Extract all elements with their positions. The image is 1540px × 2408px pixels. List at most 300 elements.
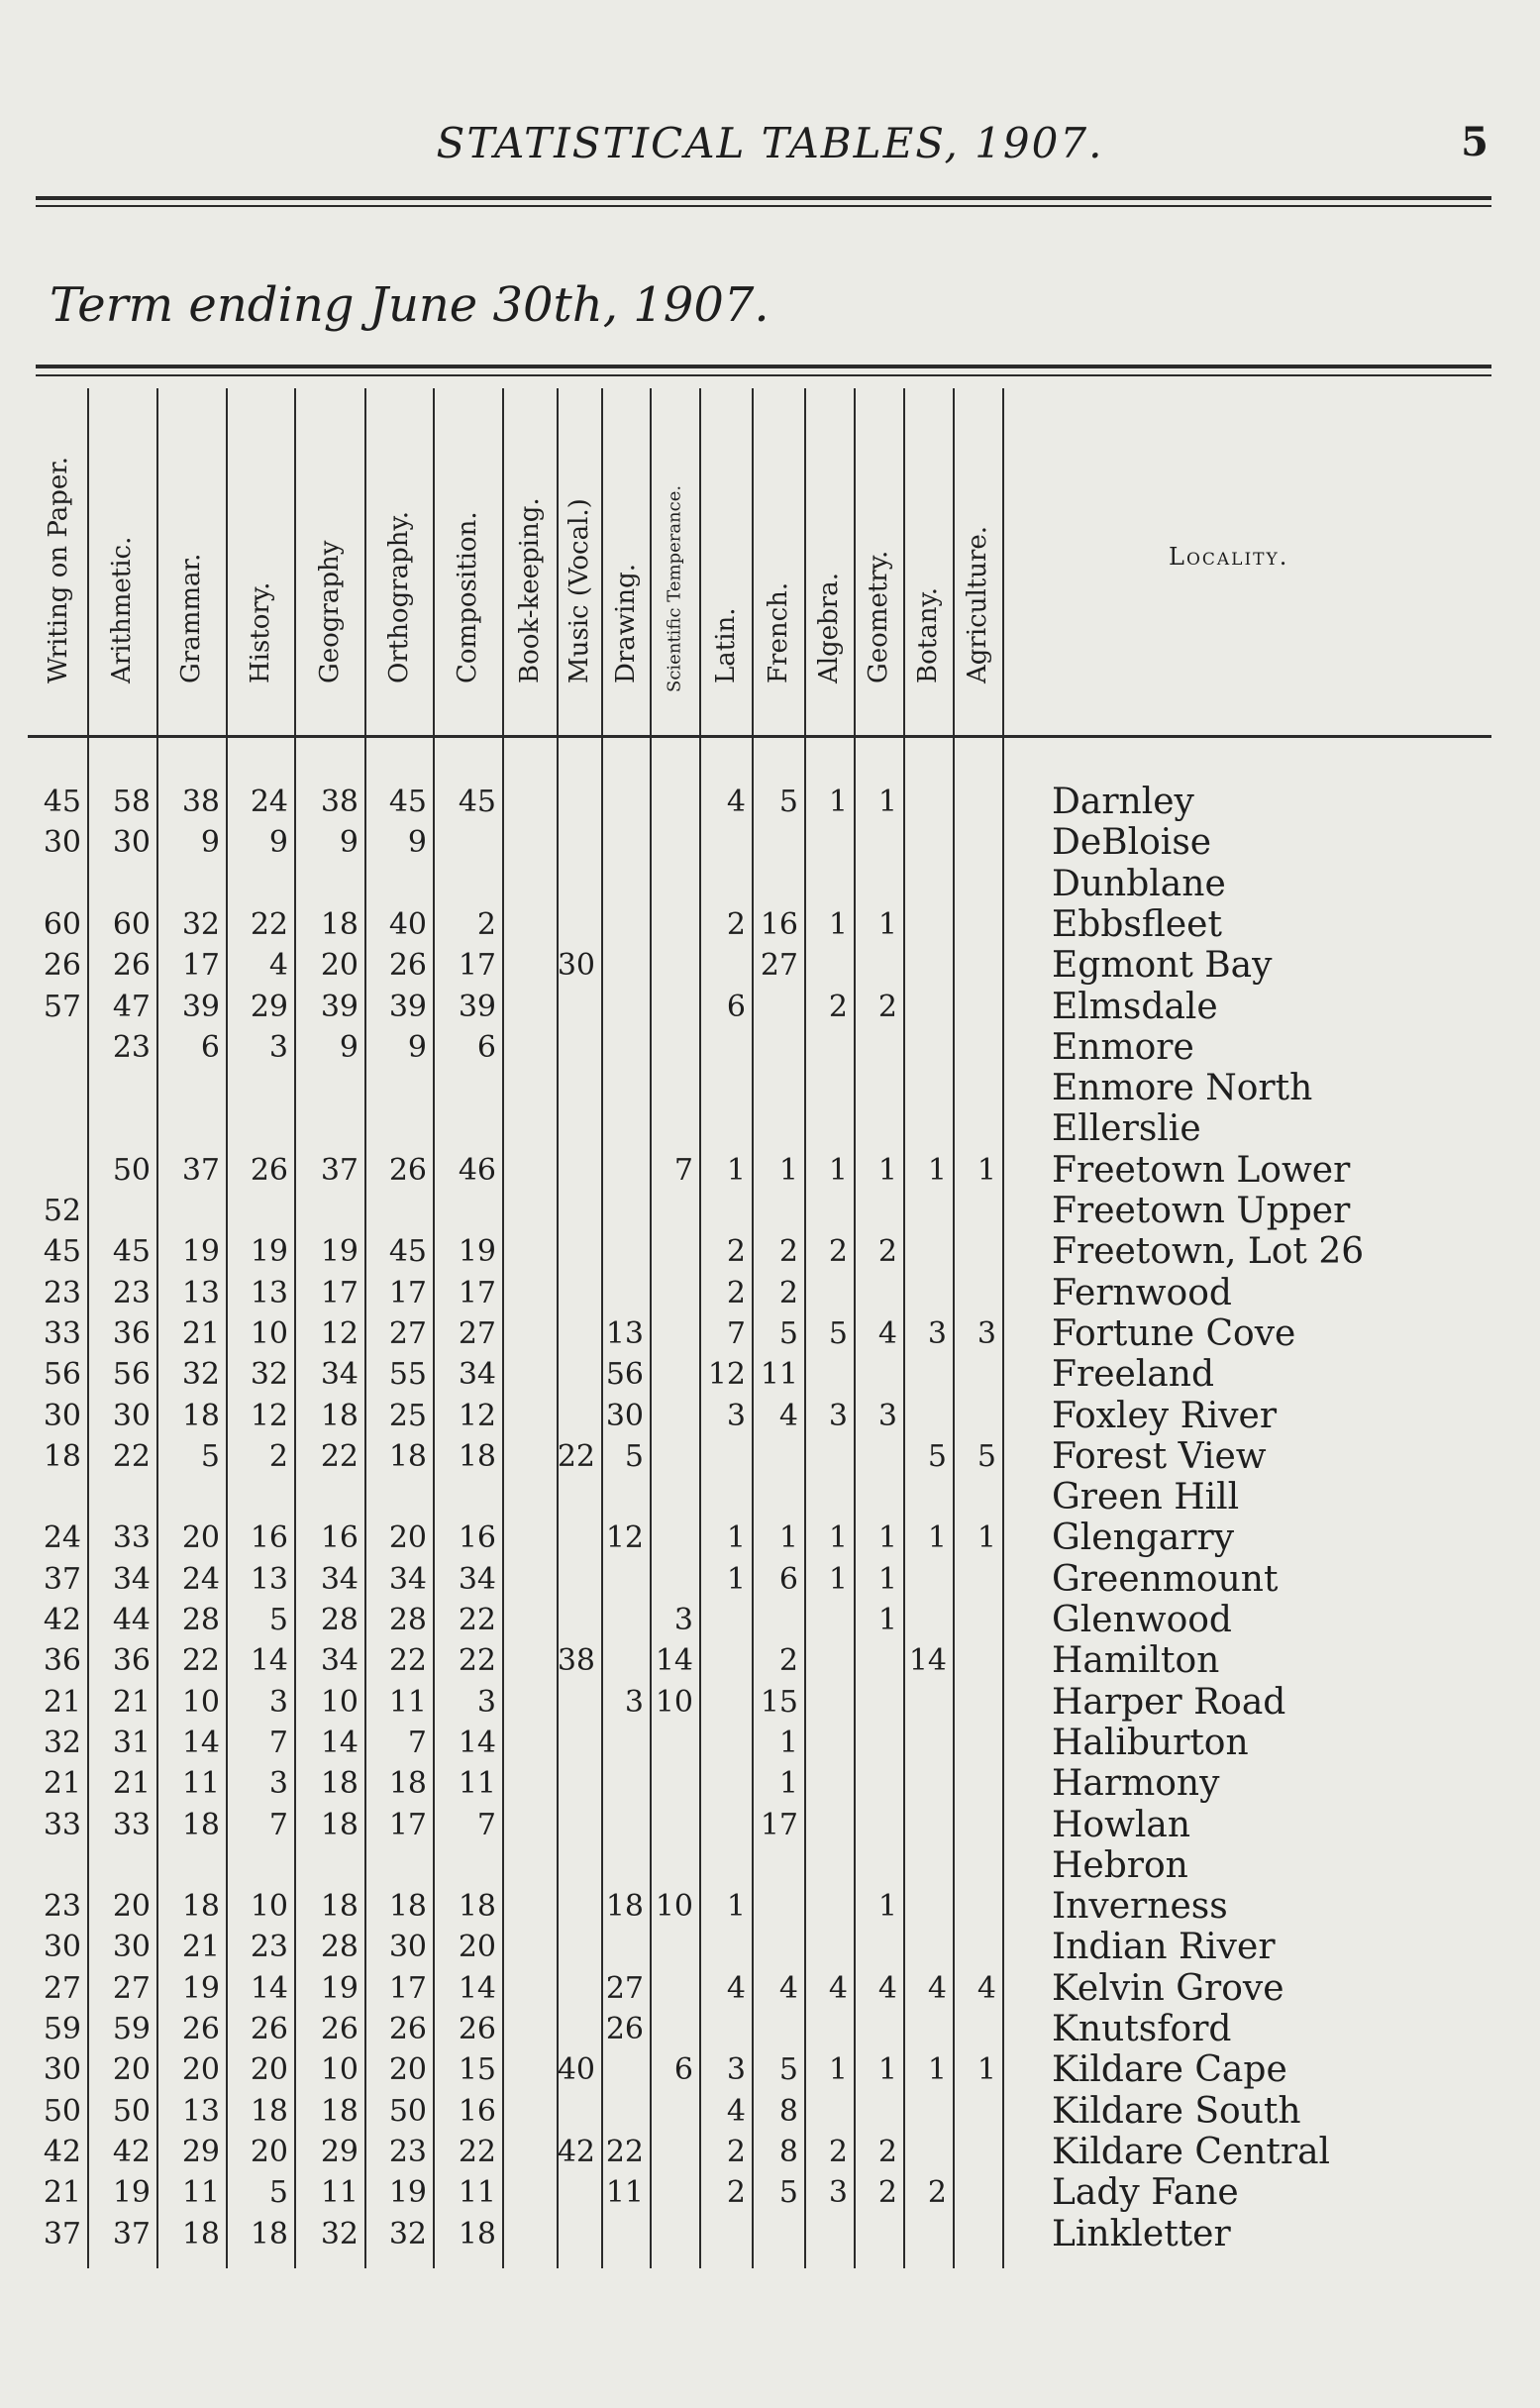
column-header — [502, 381, 557, 713]
table-cell: 17 — [458, 1275, 496, 1310]
table-cell: 8 — [778, 2134, 798, 2169]
locality-name: Kelvin Grove — [1052, 1967, 1284, 2009]
table-cell: 19 — [320, 1234, 359, 1270]
locality-name: Green Hill — [1052, 1477, 1240, 1518]
table-cell: 18 — [43, 1438, 81, 1474]
table-cell: 17 — [181, 948, 220, 984]
table-cell: 2 — [726, 2175, 746, 2211]
table-cell: 26 — [181, 2012, 220, 2046]
table-cell: 16 — [320, 1520, 359, 1556]
table-cell: 37 — [43, 2216, 81, 2251]
table-cell: 16 — [760, 906, 798, 942]
table-cell: 50 — [43, 2093, 81, 2129]
table-cell: 4 — [778, 1398, 798, 1433]
table-cell — [634, 1274, 693, 1313]
table-cell: 3 — [673, 1603, 693, 1637]
table-cell — [22, 1109, 81, 1149]
table-cell: 33 — [43, 1807, 81, 1842]
table-cell — [299, 1192, 359, 1231]
table-cell: 3 — [268, 1684, 288, 1720]
table-cell: 13 — [181, 2093, 220, 2129]
table-cell: 27 — [43, 1970, 81, 2006]
table-cell: 1 — [877, 1520, 897, 1556]
table-cell: 3 — [726, 1398, 746, 1433]
table-cell: 27 — [388, 1315, 427, 1351]
table-cell: 26 — [458, 2012, 496, 2046]
table-cell — [937, 2173, 996, 2213]
table-cell: 9 — [407, 1029, 427, 1065]
table-cell: 52 — [43, 1194, 81, 1228]
table-cell — [634, 2010, 693, 2049]
table-cell: 11 — [458, 2175, 496, 2211]
table-cell: 29 — [181, 2134, 220, 2169]
table-cell — [686, 865, 746, 904]
table-cell — [686, 2010, 746, 2049]
table-cell: 59 — [112, 2012, 151, 2046]
table-cell — [160, 1109, 220, 1149]
table-cell: 5 — [927, 1438, 947, 1474]
table-cell — [634, 2173, 693, 2213]
table-cell: 26 — [112, 948, 151, 984]
table-cell: 3 — [476, 1684, 496, 1720]
column-header-label: Music (Vocal.) — [564, 498, 594, 683]
table-cell — [634, 1560, 693, 1600]
table-cell: 5 — [778, 785, 798, 819]
locality-name: Fortune Cove — [1052, 1312, 1296, 1354]
column-header — [226, 381, 294, 713]
table-cell — [937, 1355, 996, 1395]
table-cell: 2 — [778, 1275, 798, 1310]
table-cell: 1 — [976, 1520, 996, 1556]
table-cell: 5 — [828, 1315, 848, 1351]
table-cell: 18 — [388, 1889, 427, 1925]
table-cell: 19 — [388, 2175, 427, 2211]
table-cell: 9 — [339, 1029, 359, 1065]
table-cell: 16 — [458, 2093, 496, 2129]
locality-name: Indian River — [1052, 1927, 1276, 1968]
table-cell — [437, 1069, 496, 1108]
table-cell: 22 — [557, 1438, 595, 1474]
table-cell — [937, 2010, 996, 2049]
table-cell — [160, 1478, 220, 1518]
table-cell: 22 — [181, 1643, 220, 1679]
table-cell — [91, 1192, 151, 1231]
table-cell — [634, 1764, 693, 1804]
table-cell: 1 — [726, 1889, 746, 1925]
table-cell — [937, 1028, 996, 1068]
table-cell: 17 — [320, 1275, 359, 1310]
table-cell — [634, 946, 693, 986]
table-cell: 19 — [181, 1234, 220, 1270]
table-cell: 1 — [828, 1561, 848, 1597]
term-title: Term ending June 30th, 1907. — [50, 277, 770, 333]
table-cell — [22, 1478, 81, 1518]
table-cell: 33 — [112, 1807, 151, 1842]
table-cell: 1 — [828, 1152, 848, 1188]
table-cell: 20 — [250, 2134, 288, 2169]
column-header — [87, 381, 156, 713]
table-cell: 23 — [43, 1889, 81, 1925]
table-cell: 15 — [760, 1684, 798, 1720]
table-cell — [634, 2215, 693, 2254]
table-cell — [937, 1232, 996, 1272]
locality-name: Dunblane — [1052, 863, 1226, 904]
column-header — [650, 381, 699, 713]
table-cell: 18 — [181, 2216, 220, 2251]
table-cell: 23 — [250, 1930, 288, 1965]
table-cell — [937, 1764, 996, 1804]
table-cell: 18 — [388, 1766, 427, 1802]
table-cell — [437, 1192, 496, 1231]
table-cell — [686, 1764, 746, 1804]
table-cell: 12 — [707, 1357, 746, 1393]
table-cell: 7 — [726, 1315, 746, 1351]
table-cell: 32 — [250, 1357, 288, 1393]
table-cell: 18 — [605, 1889, 644, 1925]
table-cell: 39 — [388, 989, 427, 1024]
table-cell — [634, 1478, 693, 1518]
table-cell — [299, 1846, 359, 1886]
table-cell: 39 — [181, 989, 220, 1024]
table-cell — [634, 783, 693, 822]
table-cell — [634, 1518, 693, 1558]
table-cell: 36 — [112, 1643, 151, 1679]
table-cell: 24 — [43, 1520, 81, 1556]
table-cell: 50 — [388, 2093, 427, 2129]
table-cell: 10 — [655, 1684, 693, 1720]
table-cell: 2 — [268, 1438, 288, 1474]
table-cell: 10 — [655, 1889, 693, 1925]
table-cell: 26 — [388, 2012, 427, 2046]
table-cell: 1 — [778, 1152, 798, 1188]
table-cell: 6 — [673, 2052, 693, 2088]
column-header-label: Algebra. — [814, 573, 844, 683]
table-cell — [22, 865, 81, 904]
locality-name: Elmsdale — [1052, 986, 1218, 1027]
table-cell: 22 — [458, 1603, 496, 1637]
table-cell: 4 — [976, 1970, 996, 2006]
table-cell — [686, 2215, 746, 2254]
table-cell: 56 — [112, 1357, 151, 1393]
table-cell — [937, 1641, 996, 1681]
table-cell: 19 — [250, 1234, 288, 1270]
table-cell: 1 — [877, 2052, 897, 2088]
table-cell: 22 — [250, 906, 288, 942]
table-cell — [634, 1028, 693, 1068]
table-cell: 17 — [388, 1807, 427, 1842]
table-cell: 1 — [927, 1520, 947, 1556]
table-cell: 20 — [388, 2052, 427, 2088]
table-cell: 16 — [458, 1520, 496, 1556]
table-cell: 18 — [458, 2216, 496, 2251]
table-cell: 9 — [268, 825, 288, 861]
column-header — [294, 381, 364, 713]
table-cell: 14 — [181, 1725, 220, 1760]
table-cell: 21 — [43, 2175, 81, 2211]
table-cell: 11 — [760, 1357, 798, 1393]
table-cell: 21 — [43, 1766, 81, 1802]
table-cell: 5 — [268, 2175, 288, 2211]
table-cell: 1 — [877, 1152, 897, 1188]
table-cell — [634, 1724, 693, 1763]
table-cell: 34 — [388, 1561, 427, 1597]
column-header — [364, 381, 433, 713]
column-header — [804, 381, 854, 713]
table-cell — [686, 1437, 746, 1477]
locality-name: Greenmount — [1052, 1558, 1279, 1600]
table-cell — [299, 1109, 359, 1149]
table-cell: 3 — [877, 1398, 897, 1433]
table-cell: 1 — [877, 1561, 897, 1597]
table-cell: 11 — [458, 1766, 496, 1802]
table-cell: 45 — [458, 785, 496, 819]
table-cell: 1 — [927, 1152, 947, 1188]
table-cell — [91, 1846, 151, 1886]
table-cell — [686, 946, 746, 986]
table-cell: 4 — [726, 1970, 746, 2006]
table-cell: 1 — [828, 2052, 848, 2088]
table-cell — [686, 1601, 746, 1640]
table-cell — [937, 1109, 996, 1149]
column-header-label: Book-keeping. — [514, 497, 545, 683]
table-cell — [634, 1314, 693, 1354]
table-cell — [686, 1683, 746, 1723]
table-cell: 39 — [458, 989, 496, 1024]
table-cell: 25 — [388, 1398, 427, 1433]
table-cell: 10 — [320, 2052, 359, 2088]
column-header — [903, 381, 953, 713]
table-cell — [686, 1109, 746, 1149]
table-cell: 7 — [673, 1152, 693, 1188]
table-cell — [937, 988, 996, 1027]
locality-name: Fernwood — [1052, 1272, 1232, 1313]
table-cell: 42 — [112, 2134, 151, 2169]
table-cell: 18 — [320, 2093, 359, 2129]
table-cell: 14 — [320, 1725, 359, 1760]
locality-name: Kildare Central — [1052, 2131, 1331, 2172]
table-cell: 3 — [726, 2052, 746, 2088]
table-cell — [437, 865, 496, 904]
table-cell: 1 — [877, 906, 897, 942]
table-cell — [937, 1478, 996, 1518]
table-cell — [22, 1151, 81, 1191]
table-cell — [937, 2133, 996, 2172]
table-cell: 19 — [458, 1234, 496, 1270]
page-number: 5 — [1461, 119, 1489, 165]
table-cell: 30 — [112, 1930, 151, 1965]
table-cell: 23 — [112, 1275, 151, 1310]
head-rule-thin — [36, 205, 1491, 207]
table-cell — [634, 1969, 693, 2009]
column-header — [752, 381, 804, 713]
table-cell — [686, 1192, 746, 1231]
table-cell: 18 — [320, 906, 359, 942]
table-cell: 24 — [250, 785, 288, 819]
table-cell: 28 — [320, 1603, 359, 1637]
table-cell: 2 — [726, 906, 746, 942]
table-cell: 1 — [726, 1520, 746, 1556]
table-cell: 6 — [200, 1029, 220, 1065]
locality-name: Harmony — [1052, 1763, 1220, 1805]
locality-name: Ellerslie — [1052, 1108, 1201, 1150]
locality-name: DeBloise — [1052, 822, 1212, 864]
table-cell: 42 — [43, 1603, 81, 1637]
table-cell: 3 — [624, 1684, 644, 1720]
table-cell: 21 — [112, 1684, 151, 1720]
table-cell: 6 — [726, 989, 746, 1024]
locality-name: Howlan — [1052, 1804, 1191, 1845]
locality-name: Foxley River — [1052, 1395, 1278, 1436]
table-cell: 45 — [388, 1234, 427, 1270]
table-cell: 4 — [828, 1970, 848, 2006]
table-cell: 37 — [181, 1152, 220, 1188]
table-cell: 22 — [388, 1643, 427, 1679]
table-cell: 1 — [927, 2052, 947, 2088]
table-cell — [686, 823, 746, 863]
column-header-label: Geometry. — [864, 550, 893, 683]
table-cell: 5 — [624, 1438, 644, 1474]
column-header-label: History. — [245, 581, 275, 683]
table-cell: 57 — [43, 989, 81, 1024]
table-cell: 30 — [112, 825, 151, 861]
table-cell: 18 — [250, 2093, 288, 2129]
locality-name: Knutsford — [1052, 2009, 1232, 2049]
table-cell: 38 — [557, 1643, 595, 1679]
column-header-label: Writing on Paper. — [44, 456, 73, 683]
table-cell: 11 — [181, 1766, 220, 1802]
table-cell: 13 — [605, 1315, 644, 1351]
table-cell: 5 — [778, 2052, 798, 2088]
table-cell: 4 — [268, 948, 288, 984]
table-cell: 34 — [320, 1643, 359, 1679]
table-cell: 45 — [43, 785, 81, 819]
table-cell — [937, 1806, 996, 1845]
table-cell: 21 — [112, 1766, 151, 1802]
table-cell: 46 — [458, 1152, 496, 1188]
table-cell: 16 — [250, 1520, 288, 1556]
table-cell: 2 — [828, 2134, 848, 2169]
table-cell: 3 — [828, 1398, 848, 1433]
table-cell — [437, 823, 496, 863]
table-cell: 4 — [726, 2093, 746, 2129]
table-cell: 1 — [976, 1152, 996, 1188]
table-cell: 42 — [43, 2134, 81, 2169]
table-cell: 26 — [43, 948, 81, 984]
table-cell — [634, 1806, 693, 1845]
locality-name: Hebron — [1052, 1844, 1188, 1886]
table-cell: 1 — [726, 1152, 746, 1188]
column-header — [30, 381, 87, 713]
table-cell: 11 — [388, 1684, 427, 1720]
table-cell: 34 — [458, 1357, 496, 1393]
table-cell: 34 — [458, 1561, 496, 1597]
table-cell: 1 — [877, 785, 897, 819]
column-header-label: Arithmetic. — [107, 536, 137, 683]
table-cell: 9 — [339, 825, 359, 861]
table-cell — [937, 1887, 996, 1927]
table-cell: 19 — [112, 2175, 151, 2211]
table-cell: 12 — [250, 1398, 288, 1433]
table-cell — [937, 946, 996, 986]
table-cell: 58 — [112, 785, 151, 819]
column-header-label: Orthography. — [383, 510, 414, 683]
table-cell: 1 — [828, 1520, 848, 1556]
table-cell: 2 — [877, 989, 897, 1024]
table-cell: 29 — [320, 2134, 359, 2169]
table-cell: 19 — [181, 1970, 220, 2006]
table-cell: 47 — [112, 989, 151, 1024]
column-header-label: Composition. — [453, 511, 482, 683]
table-cell: 19 — [320, 1970, 359, 2006]
table-cell — [686, 1478, 746, 1518]
table-cell: 18 — [250, 2216, 288, 2251]
table-cell: 56 — [605, 1357, 644, 1393]
table-cell: 26 — [388, 1152, 427, 1188]
table-cell — [367, 1846, 427, 1886]
locality-name: Egmont Bay — [1052, 945, 1273, 987]
table-cell — [937, 783, 996, 822]
table-cell: 3 — [828, 2175, 848, 2211]
table-cell: 33 — [112, 1520, 151, 1556]
table-cell: 3 — [976, 1315, 996, 1351]
table-cell — [634, 1355, 693, 1395]
table-cell — [634, 1192, 693, 1231]
table-cell — [937, 905, 996, 945]
table-cell: 2 — [726, 2134, 746, 2169]
table-cell: 24 — [181, 1561, 220, 1597]
table-cell — [437, 1109, 496, 1149]
table-cell: 7 — [476, 1807, 496, 1842]
table-cell: 26 — [605, 2012, 644, 2046]
table-cell: 28 — [320, 1930, 359, 1965]
table-cell: 59 — [43, 2012, 81, 2046]
table-cell: 37 — [320, 1152, 359, 1188]
table-cell: 34 — [112, 1561, 151, 1597]
table-cell: 1 — [778, 1766, 798, 1802]
table-cell: 14 — [458, 1725, 496, 1760]
table-cell: 34 — [320, 1561, 359, 1597]
table-cell: 40 — [557, 2052, 595, 2088]
table-cell: 9 — [200, 825, 220, 861]
table-cell — [634, 2133, 693, 2172]
table-cell — [160, 1069, 220, 1108]
table-cell: 2 — [778, 1234, 798, 1270]
column-divider — [1002, 388, 1004, 2268]
locality-name: Kildare Cape — [1052, 2049, 1287, 2091]
table-cell: 20 — [112, 2052, 151, 2088]
locality-name: Freeland — [1052, 1354, 1215, 1396]
locality-name: Inverness — [1052, 1886, 1228, 1928]
locality-name: Hamilton — [1052, 1640, 1220, 1682]
table-cell: 32 — [181, 906, 220, 942]
table-cell: 26 — [388, 948, 427, 984]
table-cell: 3 — [268, 1766, 288, 1802]
column-header — [156, 381, 226, 713]
table-cell: 17 — [458, 948, 496, 984]
table-cell: 4 — [877, 1315, 897, 1351]
locality-name: Lady Fane — [1052, 2172, 1239, 2214]
table-cell: 38 — [181, 785, 220, 819]
table-cell: 1 — [976, 2052, 996, 2088]
table-cell: 2 — [927, 2175, 947, 2211]
locality-name: Glengarry — [1052, 1518, 1235, 1559]
table-cell — [937, 1192, 996, 1231]
table-cell: 14 — [250, 1970, 288, 2006]
table-cell: 14 — [458, 1970, 496, 2006]
table-cell — [937, 1274, 996, 1313]
table-cell: 7 — [268, 1807, 288, 1842]
locality-name: Enmore — [1052, 1026, 1194, 1068]
